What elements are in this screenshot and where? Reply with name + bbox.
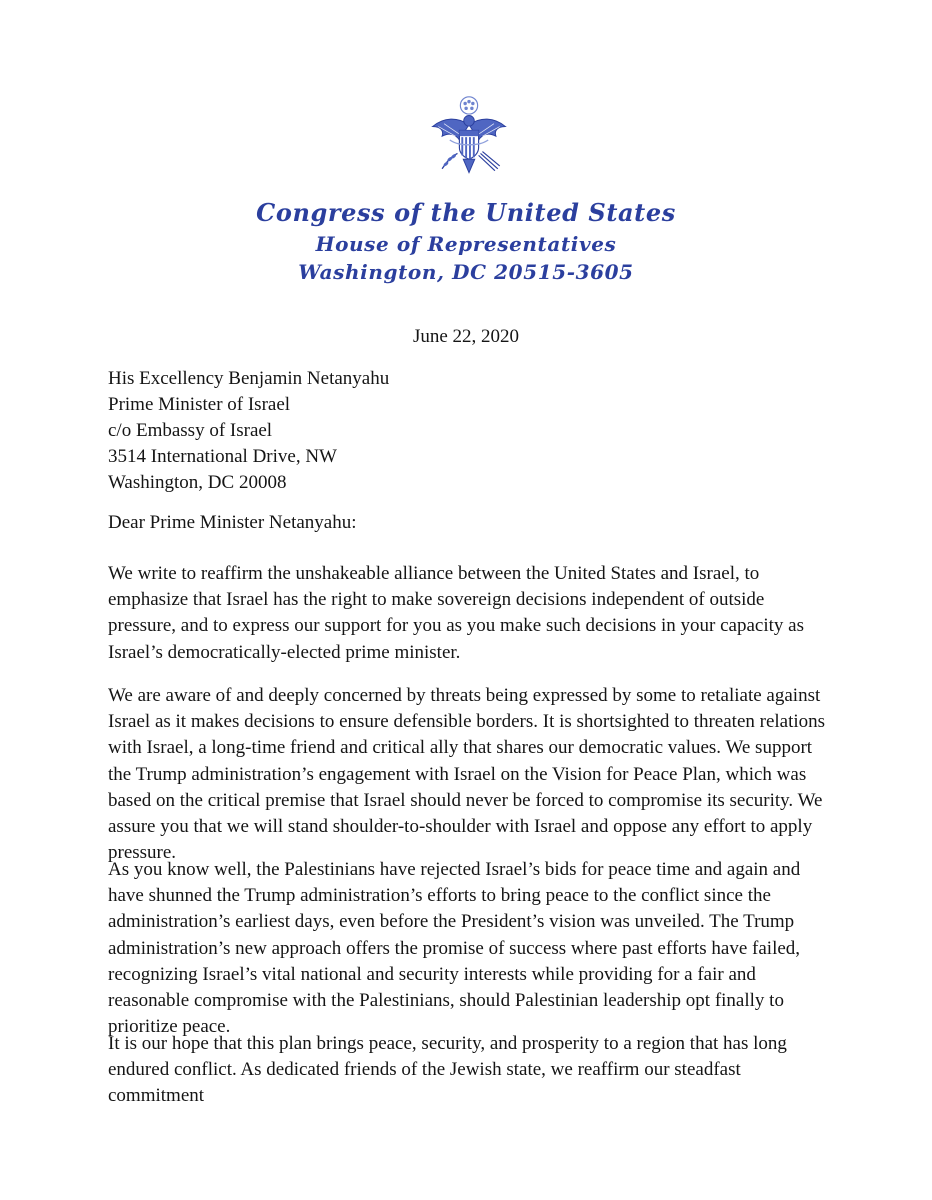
recipient-line: Prime Minister of Israel <box>108 394 291 415</box>
body-paragraph: We are aware of and deeply concerned by threats being expressed by some to retaliate against Israel as it makes decisions to ensure defensible borders. It is shortsighted to threaten relations with Israel, a long-time friend and critical ally that shares our democratic values. We support the Trump administration’s engagement with Israel on the Vision for Peace Plan, which was based on the critical premise that Israel should never be forced to compromise its security. We assure you that we will stand shoulder-to-shoulder with Israel and oppose any effort to apply pressure. <box>108 685 826 864</box>
letterhead-house: House of Representatives <box>315 232 617 256</box>
letterhead-address: Washington, DC 20515-3605 <box>298 260 634 284</box>
body-paragraph: We write to reaffirm the unshakeable alliance between the United States and Israel, to emphasize that Israel has the right to make sovereign decisions independent of outside pressure, and to express our support for you as you make such decisions in your capacity as Israel’s democratically-elected prime minister. <box>108 563 804 663</box>
recipient-line: Washington, DC 20008 <box>108 472 287 493</box>
recipient-address <box>108 366 389 496</box>
salutation: Dear Prime Minister Netanyahu: <box>108 512 357 533</box>
recipient-line: His Excellency Benjamin Netanyahu <box>108 368 390 389</box>
body-paragraph: It is our hope that this plan brings peace, security, and prosperity to a region that has long endured conflict. As dedicated friends of the Jewish state, we reaffirm our steadfast commitment <box>108 1033 787 1107</box>
great-seal-eagle-icon <box>421 92 517 188</box>
letter-date: June 22, 2020 <box>412 326 520 347</box>
body-paragraph: As you know well, the Palestinians have rejected Israel’s bids for peace time and again and have shunned the Trump administration’s efforts to bring peace to the conflict since the administration’s earliest days, even before the President’s vision was unveiled. The Trump administration’s new approach offers the promise of success where past efforts have failed, recognizing Israel’s vital national and security interests while providing for a fair and reasonable compromise with the Palestinians, should Palestinian leadership opt finally to prioritize peace. <box>108 859 801 1038</box>
recipient-line: c/o Embassy of Israel <box>108 420 273 441</box>
recipient-line: 3514 International Drive, NW <box>108 446 337 467</box>
letterhead-congress: Congress of the United States <box>256 198 676 227</box>
